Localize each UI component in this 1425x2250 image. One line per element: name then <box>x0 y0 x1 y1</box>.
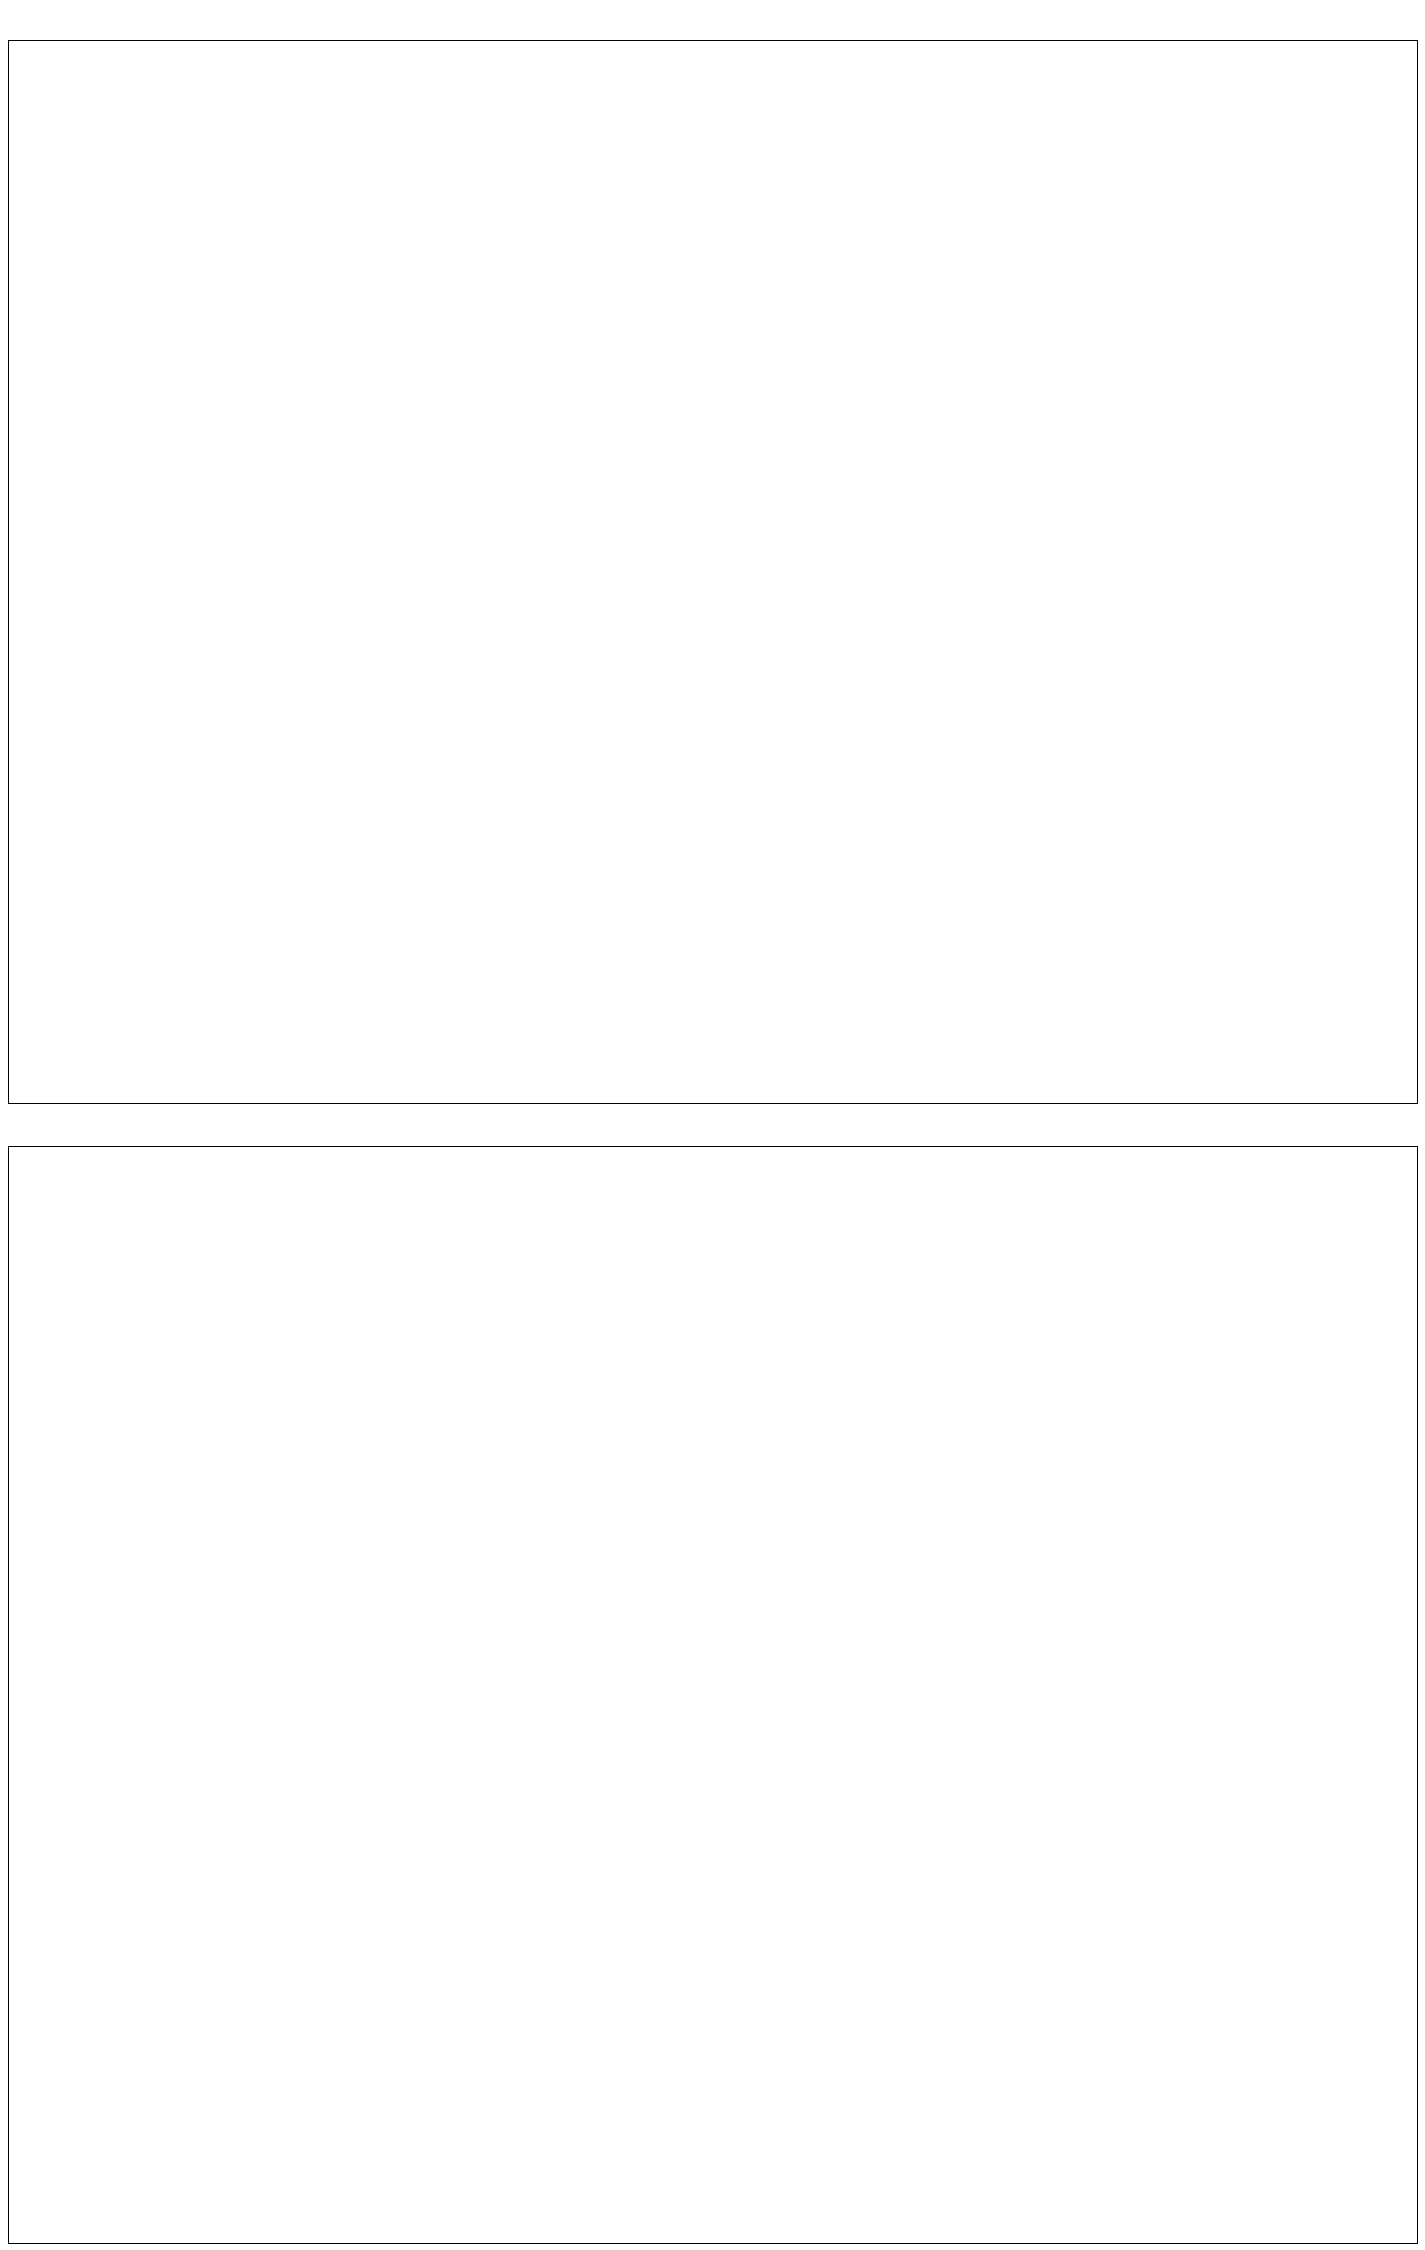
map-panel-down <box>8 40 1418 1104</box>
footprint-map-down <box>9 41 1417 1103</box>
footprint-map-conjugate <box>9 1147 1417 2243</box>
map-panel-conjugate <box>8 1146 1418 2244</box>
